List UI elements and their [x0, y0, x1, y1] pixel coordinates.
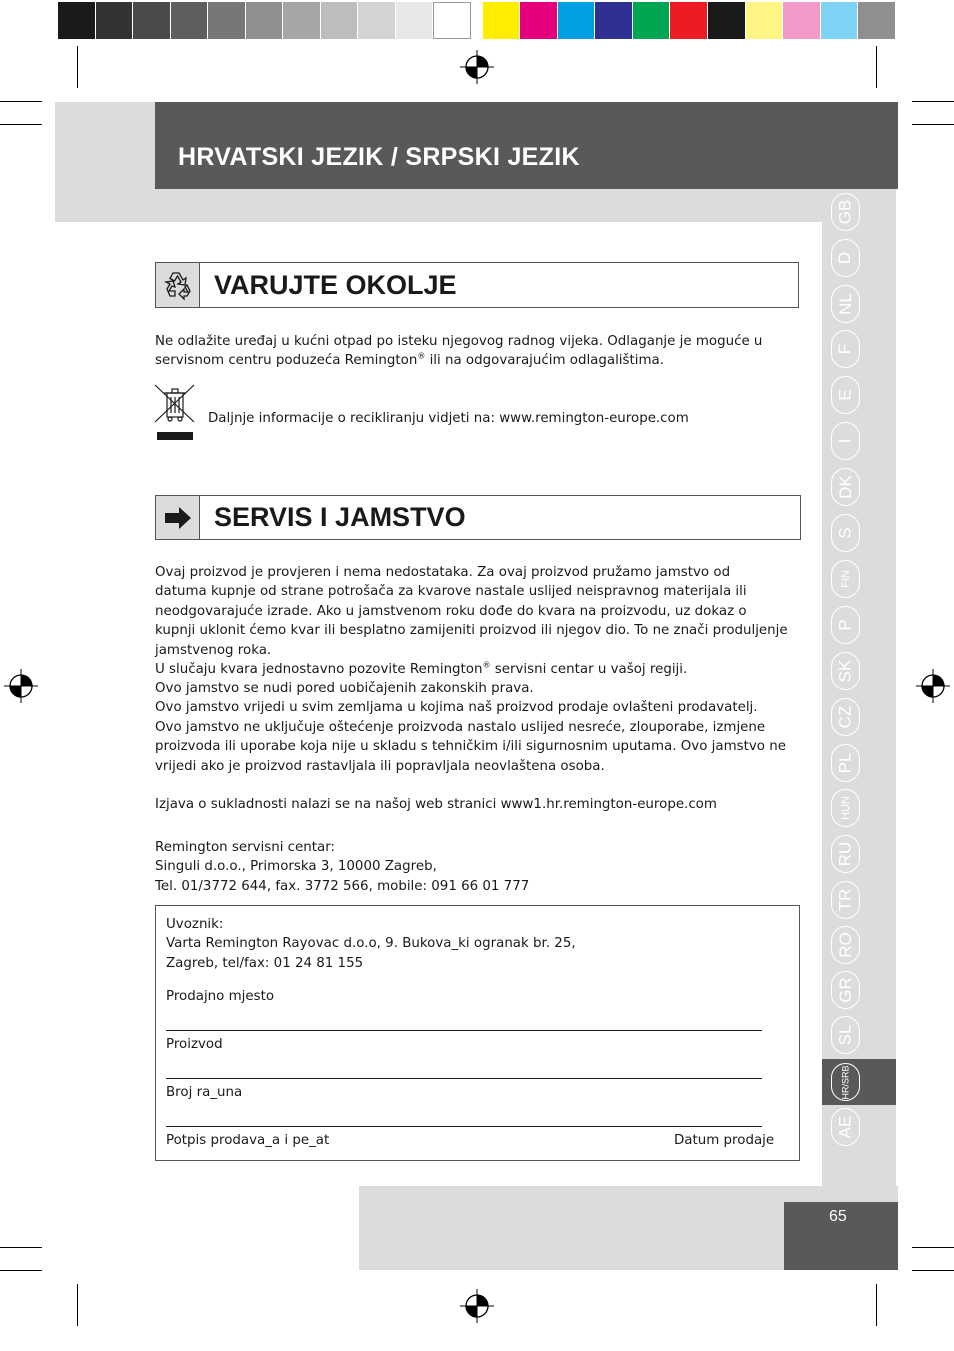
language-tab-d[interactable] — [831, 239, 860, 277]
language-tab-dk[interactable] — [831, 468, 860, 506]
crop-mark — [912, 1270, 954, 1271]
place-of-sale-line[interactable] — [166, 1030, 762, 1031]
language-tab-s[interactable] — [831, 514, 860, 552]
color-swatch — [321, 2, 359, 39]
language-tab-label: E — [835, 389, 855, 401]
text-line: Ovaj proizvod je provjeren i nema nedostataka. Za ovaj proizvod pružamo jamstvo od — [155, 565, 731, 580]
crop-mark — [0, 1270, 42, 1271]
warranty-call-line: U slučaju kvara jednostavno pozovite Remington® servisni centar u vašoj regiji. — [155, 660, 688, 677]
text-line: Ovo jamstvo ne uključuje oštećenje proizvoda nastalo uslijed nesreće, zlouporabe, izmjene — [155, 719, 766, 735]
section-environment-header — [155, 262, 799, 308]
text-line: Uvoznik: — [166, 917, 224, 932]
invoice-number-label: Broj ra_una — [166, 1085, 243, 1100]
color-swatch — [821, 2, 859, 39]
language-tab-cz[interactable] — [831, 698, 860, 736]
language-tab-gr[interactable] — [831, 971, 860, 1009]
color-swatch — [58, 2, 96, 39]
language-tab-label: PL — [835, 752, 855, 774]
language-tab-label: GB — [835, 199, 855, 225]
page-number: 65 — [829, 1208, 847, 1225]
page-title: HRVATSKI JEZIK / SRPSKI JEZIK — [178, 143, 580, 171]
language-tab-ro[interactable] — [831, 926, 860, 964]
color-swatch — [483, 2, 521, 39]
text-line: proizvoda ili uporabe koja nije u skladu s tehničkim i/ili sigurnosnim uputama. Ovo jamstvo ne — [155, 739, 786, 755]
color-swatch — [246, 2, 284, 39]
text-line: Ovo jamstvo vrijedi u svim zemljama u kojima naš proizvod prodaje ovlašteni prodavatelj. — [155, 700, 758, 716]
color-swatch — [358, 2, 396, 39]
crossed-bin-icon — [154, 384, 196, 442]
language-tab-tr[interactable] — [831, 881, 860, 919]
language-tab-label: HR/SRB — [840, 1064, 851, 1100]
print-color-bar — [58, 2, 896, 39]
crop-mark — [0, 1247, 42, 1248]
text-line: jamstvenog roka. — [155, 642, 272, 658]
language-tab-label: CZ — [835, 705, 855, 729]
conformity-statement: Izjava o sukladnosti nalazi se na našoj web stranici www1.hr.remington-europe.com — [155, 797, 717, 812]
language-tab-f[interactable] — [831, 330, 860, 368]
environment-paragraph-line: Ne odlažite uređaj u kućni otpad po isteku njegovog radnog vijeka. Odlaganje je moguće u — [155, 334, 763, 349]
language-tab-ru[interactable] — [831, 835, 860, 873]
crop-mark — [912, 124, 954, 125]
crop-mark — [0, 101, 42, 102]
language-tab-sk[interactable] — [831, 652, 860, 690]
language-tab-label: GR — [835, 977, 855, 1003]
color-swatch — [283, 2, 321, 39]
product-line[interactable] — [166, 1078, 762, 1079]
text-line: datuma kupnje od strane potrošača za kvarove nastale uslijed neispravnog materijala ili — [155, 584, 747, 600]
text-line: Zagreb, tel/fax: 01 24 81 155 — [166, 955, 364, 971]
language-tab-label: P — [835, 619, 855, 631]
language-tab-gb[interactable] — [831, 193, 860, 231]
language-tab-nl[interactable] — [831, 285, 860, 323]
language-tab-label: D — [835, 251, 855, 265]
section-environment-title: VARUJTE OKOLJE — [214, 270, 457, 300]
color-swatch — [208, 2, 246, 39]
language-tab-i[interactable] — [831, 422, 860, 460]
text-line: neodgovarajuće izrade. Ako u jamstvenom roku dođe do kvara na proizvodu, uz dokaz o — [155, 603, 747, 619]
language-tab-label: HUN — [839, 796, 852, 820]
sale-date-label: Datum prodaje — [674, 1133, 775, 1148]
crop-mark — [77, 46, 78, 88]
language-tab-label: SL — [835, 1024, 855, 1046]
color-swatch — [558, 2, 596, 39]
color-swatch — [633, 2, 671, 39]
text-line: vrijedi ako je proizvod rastavljala ili popravljala neovlaštena osoba. — [155, 758, 605, 774]
language-tab-p[interactable] — [831, 606, 860, 644]
color-bar-gap — [471, 2, 483, 39]
crop-mark — [0, 124, 42, 125]
color-swatch — [783, 2, 821, 39]
text-line: kupnji uklonit ćemo kvar ili besplatno zamijeniti proizvod ili njegov dio. To ne znači produljenje — [155, 623, 788, 639]
color-swatch — [858, 2, 896, 39]
text-line: Varta Remington Rayovac d.o.o, 9. Bukova_ki ogranak br. 25, — [166, 936, 576, 952]
recycling-info: Daljnje informacije o recikliranju vidjeti na: www.remington-europe.com — [208, 411, 689, 426]
language-tab-ae[interactable] — [831, 1108, 860, 1146]
environment-paragraph-line: servisnom centru poduzeća Remington® ili na odgovarajućim odlagalištima. — [155, 351, 664, 368]
crop-mark — [912, 101, 954, 102]
language-tab-label: FIN — [839, 570, 852, 588]
language-tab-hr-srb[interactable] — [831, 1063, 860, 1101]
color-swatch — [433, 2, 471, 39]
language-tab-label: RO — [835, 932, 855, 958]
registration-mark-bottom-icon — [460, 1289, 494, 1323]
color-swatch — [595, 2, 633, 39]
language-tab-label: SK — [835, 659, 855, 683]
text-line: Tel. 01/3772 644, fax. 3772 566, mobile: 091 66 01 777 — [155, 878, 530, 894]
color-swatch — [746, 2, 784, 39]
color-swatch — [133, 2, 171, 39]
text-line: Ovo jamstvo se nudi pored uobičajenih zakonskih prava. — [155, 681, 534, 696]
recycle-icon — [156, 263, 200, 307]
invoice-number-line[interactable] — [166, 1126, 762, 1127]
language-tab-label: F — [835, 343, 855, 355]
text-line: Remington servisni centar: — [155, 840, 336, 855]
language-tab-label: RU — [835, 841, 855, 867]
registration-mark-left-icon — [4, 669, 38, 703]
language-tab-label: S — [835, 527, 855, 539]
crop-mark — [912, 1247, 954, 1248]
section-warranty-header — [155, 495, 801, 540]
language-tab-label: TR — [835, 888, 855, 912]
language-tab-label: NL — [835, 293, 855, 315]
registration-mark-right-icon — [916, 669, 950, 703]
crop-mark — [876, 46, 877, 88]
crop-mark — [77, 1284, 78, 1326]
language-tab-sl[interactable] — [831, 1016, 860, 1054]
color-swatch — [520, 2, 558, 39]
arrow-right-icon — [156, 496, 200, 539]
color-swatch — [96, 2, 134, 39]
product-label: Proizvod — [166, 1037, 223, 1052]
registration-mark-top-icon — [460, 50, 494, 84]
color-swatch — [670, 2, 708, 39]
language-tab-label: I — [835, 438, 855, 444]
section-warranty-title: SERVIS I JAMSTVO — [214, 502, 466, 532]
language-tab-fin[interactable] — [831, 560, 860, 598]
language-tab-e[interactable] — [831, 376, 860, 414]
color-swatch — [171, 2, 209, 39]
language-tab-hun[interactable] — [831, 789, 860, 827]
text-line: Singuli d.o.o., Primorska 3, 10000 Zagreb, — [155, 859, 437, 875]
color-swatch — [396, 2, 434, 39]
language-tab-label: DK — [835, 475, 855, 499]
place-of-sale-label: Prodajno mjesto — [166, 989, 275, 1004]
language-tab-pl[interactable] — [831, 744, 860, 782]
color-swatch — [708, 2, 746, 39]
crop-mark — [876, 1284, 877, 1326]
language-tab-label: AE — [835, 1115, 855, 1139]
seller-signature-label: Potpis prodava_a i pe_at — [166, 1133, 330, 1148]
